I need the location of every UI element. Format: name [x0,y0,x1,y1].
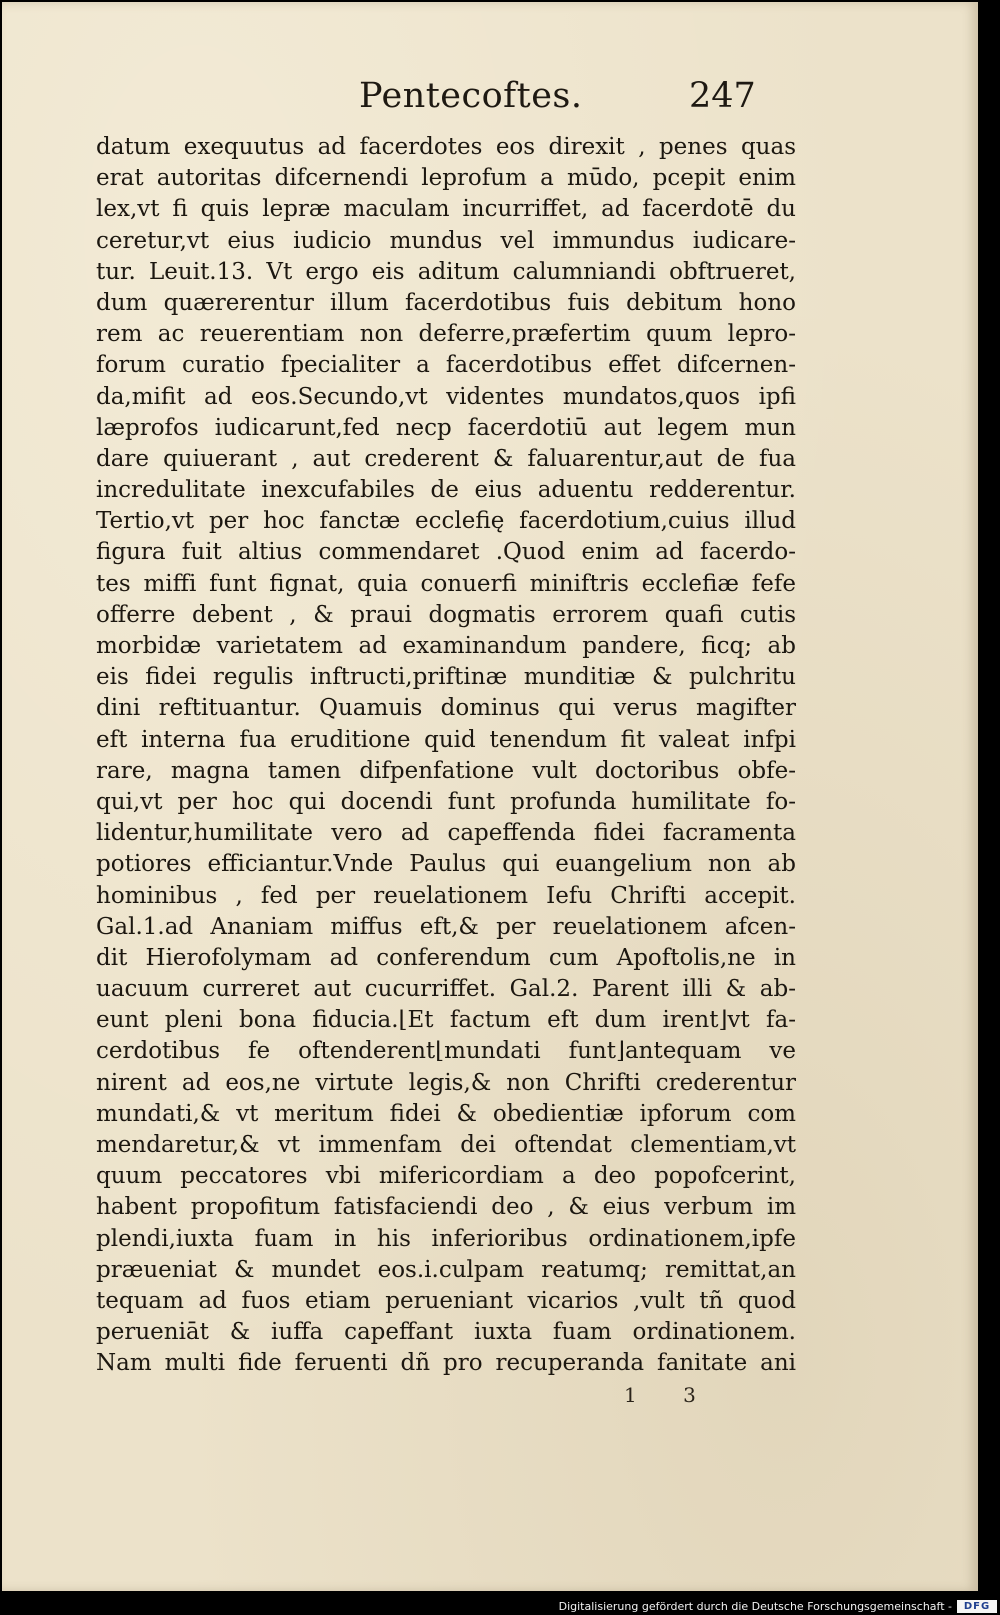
text-line: mundati,& vt meritum fidei & obedientiæ ipforum com [96,1100,796,1127]
page-header [359,76,779,126]
text-line: nirent ad eos,ne virtute legis,& non Chrifti crederentur [96,1069,796,1096]
running-title: Pentecoftes. [359,76,583,116]
text-line: lex,vt fi quis lepræ maculam incurriffet, ad facerdotē du [96,196,796,223]
text-line: perueniāt & iuffa capeffant iuxta fuam ordinationem. [96,1319,796,1346]
text-line: Tertio,vt per hoc fanctæ ecclefię facerdotium,cuius illud [96,508,796,535]
signature-mark: 1 3 [624,1383,716,1407]
text-line: forum curatio fpecialiter a facerdotibus effet difcernen- [96,352,796,379]
text-line: datum exequutus ad facerdotes eos direxit , penes quas [96,134,796,160]
text-line: cerdotibus fe oftenderent⌊mundati funt⌋antequam ve [96,1038,796,1065]
text-line: præueniat & mundet eos.i.culpam reatumq; remittat,an [96,1256,796,1283]
text-line: figura fuit altius commendaret .Quod enim ad facerdo- [96,539,796,566]
text-line: tur. Leuit.13. Vt ergo eis aditum calumniandi obftrueret, [96,258,796,285]
page-number: 247 [689,76,756,116]
text-line: offerre debent , & praui dogmatis errorem quafi cutis [96,601,796,628]
text-line: tequam ad fuos etiam perueniant vicarios ,vult tñ quod [96,1287,796,1314]
dfg-logo: DFG [957,1600,997,1613]
text-line: eft interna fua eruditione quid tenendum fit valeat infpi [96,726,796,753]
text-line: eis fidei regulis inftructi,priftinæ munditiæ & pulchritu [96,664,796,691]
text-line: dum quærerentur illum facerdotibus fuis debitum hono [96,289,796,316]
text-line: Gal.1.ad Ananiam miffus eft,& per reuelationem afcen- [96,913,796,940]
digitization-credit: Digitalisierung gefördert durch die Deutsche Forschungsgemeinschaft - [558,1600,952,1613]
text-line: dini reftituantur. Quamuis dominus qui verus magifter [96,695,796,722]
text-line: mendaretur,& vt immenfam dei oftendat clementiam,vt [96,1132,796,1158]
text-line: lidentur,humilitate vero ad capeffenda fidei facramenta [96,820,796,847]
text-line: plendi,iuxta fuam in his inferioribus ordinationem,ipfe [96,1225,796,1252]
text-line: morbidæ varietatem ad examinandum pandere, ficq; ab [96,633,796,659]
text-line: dare quiuerant , aut crederent & faluarentur,aut de fua [96,445,796,472]
book-page [2,2,978,1591]
text-line: tes miffi funt fignat, quia conuerfi miniftris ecclefiæ fefe [96,570,796,597]
text-line: incredulitate inexcufabiles de eius aduentu redderentur. [96,477,796,504]
text-line: rare, magna tamen difpenfatione vult doctoribus obfe- [96,757,796,784]
text-line: habent propofitum fatisfaciendi deo , & eius verbum im [96,1194,796,1221]
text-line: hominibus , fed per reuelationem Iefu Chrifti accepit. [96,882,796,909]
text-line: erat autoritas difcernendi leprofum a mūdo, pcepit enim [96,165,796,192]
text-line: rem ac reuerentiam non deferre,præfertim quum lepro- [96,321,796,348]
text-line: quum peccatores vbi mifericordiam a deo popofcerint, [96,1163,796,1190]
text-line: Nam multi fide feruenti dñ pro recuperanda fanitate ani [96,1350,796,1377]
text-line: uacuum curreret aut cucurriffet. Gal.2. Parent illi & ab- [96,976,796,1003]
text-line: dit Hierofolymam ad conferendum cum Apoftolis,ne in [96,944,796,971]
text-line: eunt pleni bona fiducia.⌊Et factum eft dum irent⌋vt fa- [96,1007,796,1034]
body-text [96,132,796,1380]
text-line: da,mifit ad eos.Secundo,vt videntes mundatos,quos ipfi [96,383,796,410]
text-line: læprofos iudicarunt,fed necp facerdotiū aut legem mun [96,414,796,441]
text-line: qui,vt per hoc qui docendi funt profunda humilitate fo- [96,788,796,815]
text-line: potiores efficiantur.Vnde Paulus qui euangelium non ab [96,851,796,878]
text-line: ceretur,vt eius iudicio mundus vel immundus iudicare- [96,227,796,254]
